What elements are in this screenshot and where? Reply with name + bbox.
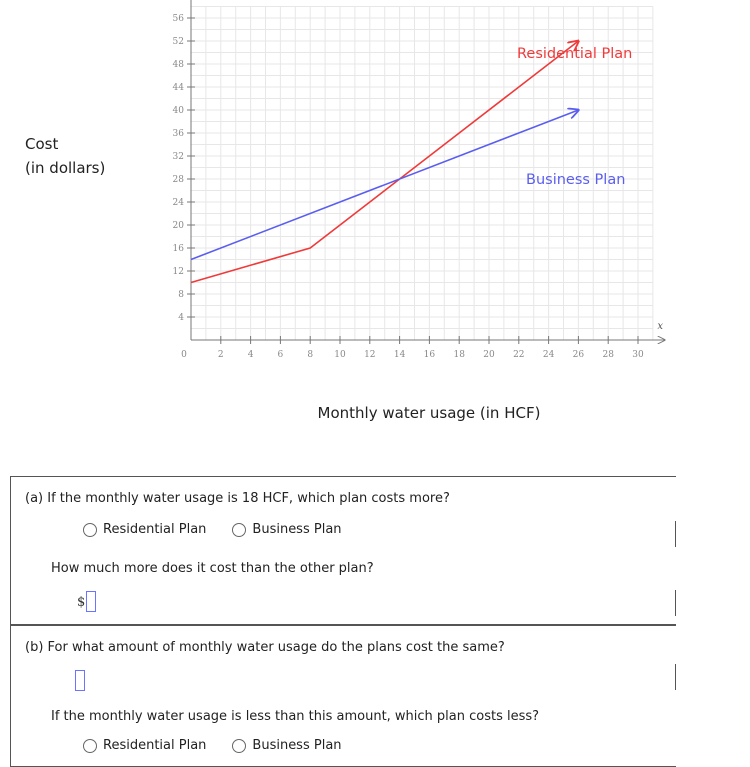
y-tick-label: 24	[172, 198, 184, 208]
x-tick-label: 22	[513, 350, 525, 360]
question-a-followup: How much more does it cost than the other plan?	[51, 561, 374, 576]
y-tick-label: 48	[172, 60, 184, 70]
x-tick-label: 2	[217, 350, 224, 360]
y-tick-label: 4	[178, 313, 184, 323]
x-tick-label: 24	[542, 350, 555, 360]
y-axis-label-line-2: (in dollars)	[25, 159, 106, 177]
x-tick-label: 6	[277, 350, 284, 360]
y-tick-label: 40	[172, 106, 184, 116]
radio-button[interactable]	[83, 523, 97, 537]
question-b-option-business[interactable]	[232, 738, 341, 753]
question-a-amount-input[interactable]	[86, 591, 96, 612]
y-tick-label: 44	[172, 83, 184, 93]
currency-symbol: $	[77, 595, 86, 610]
question-a-options	[83, 522, 368, 537]
residential-plan-label: Residential Plan	[517, 46, 633, 62]
x-axis-symbol: x	[657, 321, 664, 332]
y-tick-label: 16	[172, 244, 184, 254]
question-b-option-residential[interactable]	[83, 738, 206, 753]
x-tick-label: 12	[364, 350, 376, 360]
x-tick-label: 28	[602, 350, 614, 360]
radio-button[interactable]	[232, 739, 246, 753]
origin-label: 0	[181, 350, 187, 360]
question-a-panel	[10, 476, 676, 625]
x-tick-label: 8	[307, 350, 314, 360]
question-b-followup: If the monthly water usage is less than this amount, which plan costs less?	[51, 709, 540, 724]
question-b-options	[83, 738, 368, 753]
x-tick-label: 16	[423, 350, 436, 360]
x-tick-label: 18	[453, 350, 465, 360]
question-b-panel	[10, 625, 676, 767]
y-tick-label: 56	[172, 14, 184, 24]
panel-edge	[675, 590, 676, 616]
x-tick-label: 30	[632, 350, 644, 360]
y-tick-label: 52	[172, 37, 184, 47]
x-tick-label: 4	[247, 350, 254, 360]
y-tick-label: 28	[172, 175, 184, 185]
y-tick-label: 36	[172, 129, 184, 139]
y-tick-label: 12	[172, 267, 184, 277]
question-a-option-business[interactable]	[232, 522, 341, 537]
x-axis-label: Monthly water usage (in HCF)	[317, 404, 541, 422]
panel-edge	[675, 664, 676, 690]
question-b-prompt: (b) For what amount of monthly water usage do the plans cost the same?	[25, 640, 505, 655]
business-plan-label: Business Plan	[526, 172, 626, 188]
question-a-prompt: (a) If the monthly water usage is 18 HCF, which plan costs more?	[25, 491, 450, 506]
y-axis-label	[25, 132, 105, 180]
option-label: Business Plan	[252, 522, 342, 537]
y-tick-label: 20	[172, 221, 184, 231]
question-b-usage-input[interactable]	[75, 670, 85, 691]
x-tick-label: 10	[334, 350, 346, 360]
question-a-option-residential[interactable]	[83, 522, 206, 537]
x-tick-label: 20	[483, 350, 495, 360]
y-tick-label: 32	[172, 152, 184, 162]
panel-edge	[675, 521, 676, 547]
x-tick-label: 26	[572, 350, 585, 360]
y-tick-label: 8	[178, 290, 184, 300]
option-label: Business Plan	[252, 738, 342, 753]
radio-button[interactable]	[232, 523, 246, 537]
option-label: Residential Plan	[103, 738, 207, 753]
x-tick-label: 14	[393, 350, 406, 360]
radio-button[interactable]	[83, 739, 97, 753]
y-axis-label-line-1: Cost	[25, 135, 59, 153]
option-label: Residential Plan	[103, 522, 207, 537]
